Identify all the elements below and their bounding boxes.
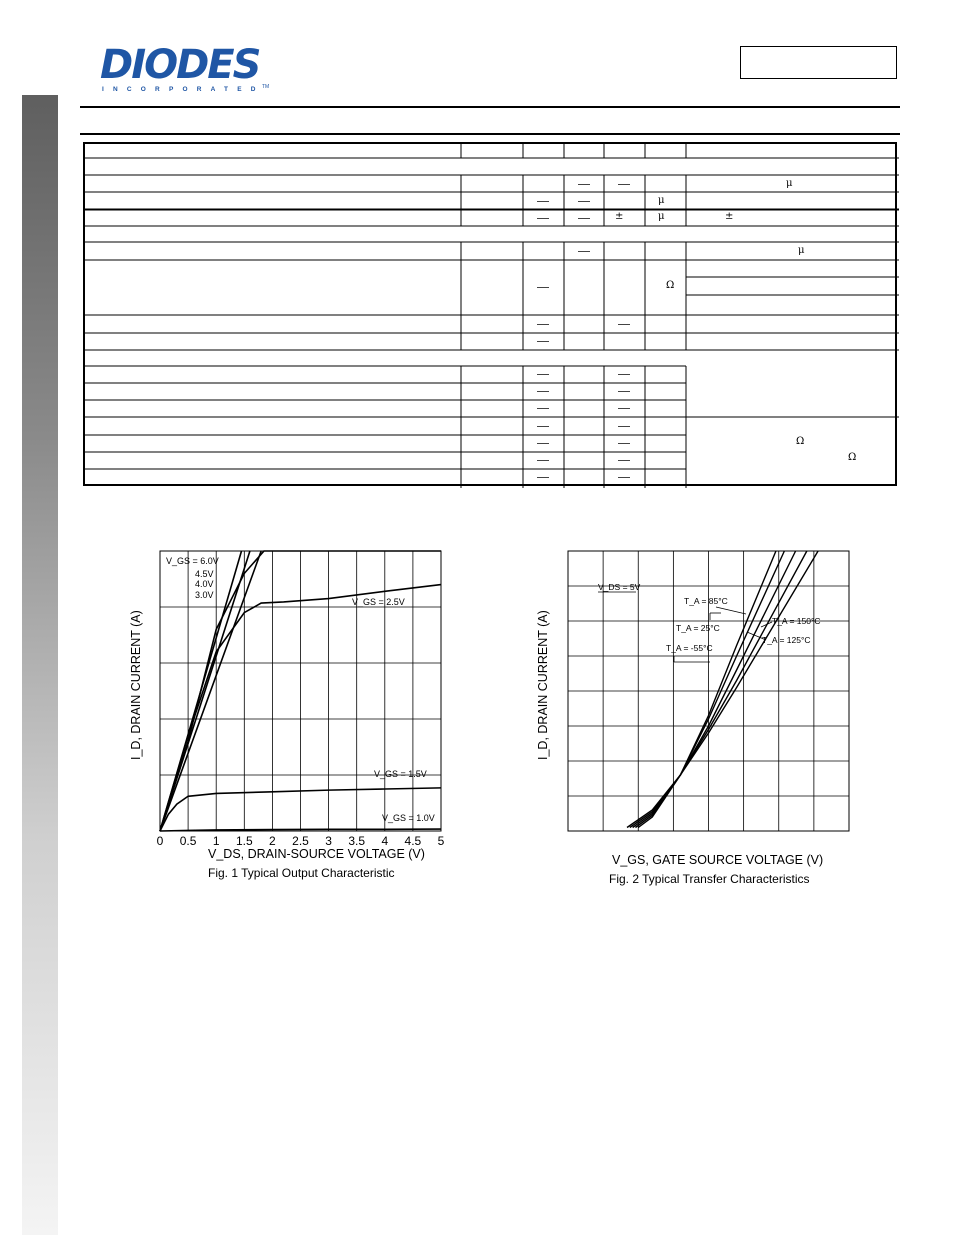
fig1-title: Fig. 1 Typical Output Characteristic <box>208 866 395 880</box>
dash-mark <box>618 374 630 375</box>
dash-mark <box>618 443 630 444</box>
fig1-annotation: 4.0V <box>195 579 214 589</box>
ohm-symbol: Ω <box>848 452 857 463</box>
fig1-annotation: V_GS = 6.0V <box>166 556 219 566</box>
fig2-annotations <box>598 582 821 653</box>
fig2-series-line <box>635 551 784 828</box>
dash-mark <box>537 218 549 219</box>
dash-mark <box>578 251 590 252</box>
fig1-x-tick-label: 5 <box>437 834 445 848</box>
dash-mark <box>618 426 630 427</box>
micro-symbol: μ <box>658 211 665 222</box>
page-side-bar <box>22 95 58 1235</box>
electrical-characteristics-table <box>83 142 897 486</box>
fig1-output-characteristic-chart <box>100 540 460 890</box>
logo-subtitle: INCORPORATED <box>102 86 265 93</box>
fig1-x-tick-label: 2 <box>269 834 276 848</box>
dash-mark <box>618 460 630 461</box>
dash-mark <box>537 477 549 478</box>
fig2-annotation: T_A = 25°C <box>676 623 720 633</box>
fig1-x-tick-label: 0.5 <box>179 834 197 848</box>
fig2-series-line <box>638 551 776 828</box>
fig2-annotation: T_A = -55°C <box>666 643 713 653</box>
fig1-annotation: V_GS = 1.0V <box>382 813 435 823</box>
micro-symbol: μ <box>658 195 665 206</box>
micro-symbol: μ <box>798 245 805 256</box>
fig1-x-tick-labels <box>157 834 445 848</box>
dash-mark <box>618 408 630 409</box>
logo-wordmark: DIODES <box>100 42 260 88</box>
fig1-x-tick-label: 2.5 <box>292 834 309 848</box>
header-rule-top <box>80 106 900 108</box>
table-grid <box>85 144 899 488</box>
fig1-x-axis-label: V_DS, DRAIN-SOURCE VOLTAGE (V) <box>208 847 425 861</box>
fig2-title: Fig. 2 Typical Transfer Characteristics <box>609 872 810 886</box>
fig1-x-tick-label: 1.5 <box>235 834 253 848</box>
fig2-annotation: T_A = 85°C <box>684 596 728 606</box>
fig2-transfer-characteristics-chart <box>520 540 860 895</box>
dash-mark <box>618 324 630 325</box>
dash-mark <box>537 426 549 427</box>
fig1-x-tick-label: 3 <box>325 834 332 848</box>
header-rule-bottom <box>80 133 900 135</box>
fig2-annotation: V_DS = 5V <box>598 582 641 592</box>
plus-minus-symbol: ± <box>725 211 734 222</box>
dash-mark <box>537 374 549 375</box>
fig1-y-axis-label: I_D, DRAIN CURRENT (A) <box>129 610 143 760</box>
dash-mark <box>537 341 549 342</box>
dash-mark <box>537 287 549 288</box>
micro-symbol: μ <box>786 178 793 189</box>
fig2-series-group <box>627 551 818 828</box>
dash-mark <box>537 408 549 409</box>
logo-trademark: TM <box>262 84 270 90</box>
part-number-box <box>740 46 897 79</box>
dash-mark <box>578 201 590 202</box>
fig2-grid <box>568 551 849 831</box>
dash-mark <box>618 184 630 185</box>
fig2-x-axis-label: V_GS, GATE SOURCE VOLTAGE (V) <box>612 853 824 867</box>
dash-mark <box>618 391 630 392</box>
dash-mark <box>537 201 549 202</box>
dash-mark <box>537 391 549 392</box>
fig2-series-line <box>627 551 818 828</box>
fig2-y-axis-label: I_D, DRAIN CURRENT (A) <box>536 610 550 760</box>
dash-mark <box>578 184 590 185</box>
fig1-x-tick-label: 4 <box>381 834 389 848</box>
dash-mark <box>578 218 590 219</box>
fig1-x-tick-label: 1 <box>212 834 220 848</box>
ohm-symbol: Ω <box>666 280 675 291</box>
fig1-annotation: V_GS = 2.5V <box>352 597 405 607</box>
diodes-logo <box>100 42 270 96</box>
fig1-annotation: 3.0V <box>195 590 214 600</box>
ohm-symbol: Ω <box>796 436 805 447</box>
dash-mark <box>537 460 549 461</box>
fig2-annotation: T_A = 125°C <box>762 635 811 645</box>
fig2-annotation: T_A = 150°C <box>772 616 821 626</box>
fig1-x-tick-label: 3.5 <box>348 834 366 848</box>
fig1-x-tick-label: 4.5 <box>404 834 422 848</box>
plus-minus-symbol: ± <box>615 211 624 222</box>
fig1-x-tick-label: 0 <box>156 834 164 848</box>
fig1-annotation: V_GS = 1.5V <box>374 769 427 779</box>
dash-mark <box>618 477 630 478</box>
dash-mark <box>537 443 549 444</box>
dash-mark <box>537 324 549 325</box>
fig2-series-line <box>633 551 796 828</box>
fig1-annotation: 4.5V <box>195 569 214 579</box>
